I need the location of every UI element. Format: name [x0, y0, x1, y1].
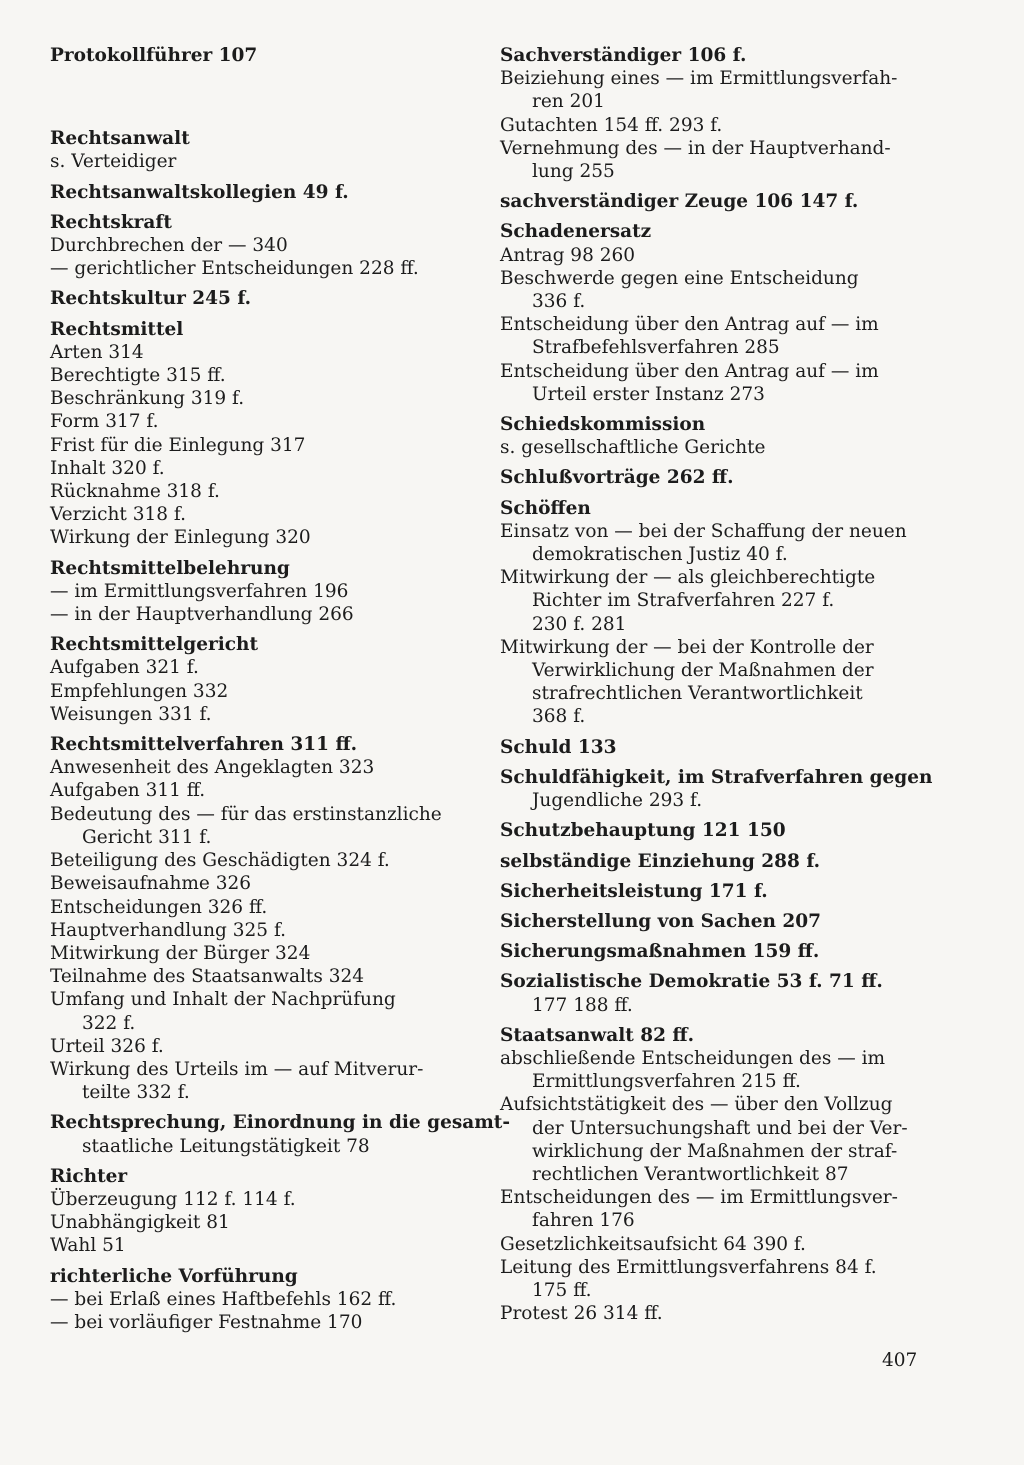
index-subentry: Entscheidung über den Antrag auf — im: [500, 314, 879, 336]
index-heading: Schadenersatz: [500, 221, 652, 243]
index-continuation: 336 f.: [532, 291, 586, 313]
index-continuation: Richter im Strafverfahren 227 f.: [532, 590, 835, 612]
index-heading: Sozialistische Demokratie 53 f. 71 ff.: [500, 971, 883, 993]
index-subentry: Verzicht 318 f.: [50, 504, 186, 526]
index-continuation: Gericht 311 f.: [82, 826, 212, 848]
index-subentry: s. gesellschaftliche Gerichte: [500, 437, 766, 459]
index-heading: Rechtskultur 245 f.: [50, 288, 252, 310]
index-heading: Rechtsmittel: [50, 318, 184, 340]
index-continuation: 322 f.: [82, 1012, 136, 1034]
index-heading: Schutzbehauptung 121 150: [500, 820, 786, 842]
index-continuation: wirklichung der Maßnahmen der straf-: [532, 1140, 898, 1162]
index-continuation: Strafbefehlsverfahren 285: [532, 337, 780, 359]
index-subentry: — bei vorläufiger Festnahme 170: [50, 1311, 363, 1333]
index-continuation: demokratischen Justiz 40 f.: [532, 544, 788, 566]
index-subentry: Urteil 326 f.: [50, 1035, 164, 1057]
index-heading: Rechtskraft: [50, 211, 172, 233]
index-subentry: Beschränkung 319 f.: [50, 388, 245, 410]
index-subentry: s. Verteidiger: [50, 151, 177, 173]
index-subentry: Empfehlungen 332: [50, 680, 229, 702]
index-subentry: Umfang und Inhalt der Nachprüfung: [50, 989, 396, 1011]
index-continuation: 368 f.: [532, 706, 586, 728]
index-subentry: Aufsichtstätigkeit des — über den Vollzug: [500, 1094, 893, 1116]
index-continuation: Urteil erster Instanz 273: [532, 383, 765, 405]
index-heading: Schiedskommission: [500, 414, 706, 436]
index-heading: Schlußvorträge 262 ff.: [500, 467, 734, 489]
index-subentry: Aufgaben 311 ff.: [50, 780, 206, 802]
index-continuation: lung 255: [532, 161, 615, 183]
index-subentry: Wirkung des Urteils im — auf Mitverur-: [50, 1058, 424, 1080]
index-subentry: Mitwirkung der — bei der Kontrolle der: [500, 636, 874, 658]
index-heading: sachverständiger Zeuge 106 147 f.: [500, 191, 859, 213]
index-subentry: Arten 314: [50, 341, 144, 363]
index-subentry: Leitung des Ermittlungsverfahrens 84 f.: [500, 1256, 877, 1278]
index-continuation: fahren 176: [532, 1210, 635, 1232]
index-subentry: Einsatz von — bei der Schaffung der neuen: [500, 520, 907, 542]
index-subentry: Entscheidungen des — im Ermittlungsver-: [500, 1187, 898, 1209]
index-heading: Rechtsmittelgericht: [50, 634, 259, 656]
index-subentry: Inhalt 320 f.: [50, 457, 165, 479]
index-continuation: 175 ff.: [532, 1279, 592, 1301]
index-heading: richterliche Vorführung: [50, 1265, 298, 1287]
index-subentry: Gesetzlichkeitsaufsicht 64 390 f.: [500, 1233, 806, 1255]
index-subentry: Gutachten 154 ff. 293 f.: [500, 114, 723, 136]
index-subentry: Form 317 f.: [50, 411, 159, 433]
index-heading: Schuldfähigkeit, im Strafverfahren gegen: [500, 766, 933, 788]
index-subentry: Hauptverhandlung 325 f.: [50, 919, 287, 941]
index-continuation: ren 201: [532, 91, 605, 113]
index-continuation: staatliche Leitungstätigkeit 78: [82, 1135, 370, 1157]
index-heading: Sicherheitsleistung 171 f.: [500, 880, 768, 902]
index-subentry: Wirkung der Einlegung 320: [50, 527, 311, 549]
index-subentry: Teilnahme des Staatsanwalts 324: [50, 966, 365, 988]
index-continuation: 177 188 ff.: [532, 994, 633, 1016]
index-subentry: Aufgaben 321 f.: [50, 657, 199, 679]
index-subentry: — in der Hauptverhandlung 266: [50, 604, 354, 626]
index-continuation: Ermittlungsverfahren 215 ff.: [532, 1071, 801, 1093]
index-subentry: — im Ermittlungsverfahren 196: [50, 580, 349, 602]
index-subentry: Entscheidungen 326 ff.: [50, 896, 268, 918]
index-subentry: Beweisaufnahme 326: [50, 873, 252, 895]
index-continuation: der Untersuchungshaft und bei der Ver-: [532, 1117, 908, 1139]
index-subentry: Wahl 51: [50, 1235, 126, 1257]
index-subentry: Beiziehung eines — im Ermittlungsverfah-: [500, 68, 898, 90]
index-subentry: Mitwirkung der Bürger 324: [50, 942, 311, 964]
index-subentry: Anwesenheit des Angeklagten 323: [50, 757, 375, 779]
index-heading: Staatsanwalt 82 ff.: [500, 1024, 695, 1046]
index-heading: Rechtsanwaltskollegien 49 f.: [50, 181, 349, 203]
index-heading: Rechtsmittelbelehrung: [50, 557, 290, 579]
index-continuation: teilte 332 f.: [82, 1082, 190, 1104]
index-continuation: 230 f. 281: [532, 613, 627, 635]
index-heading: Schöffen: [500, 497, 591, 519]
index-heading: Rechtsmittelverfahren 311 ff.: [50, 734, 358, 756]
index-heading: Schuld 133: [500, 736, 617, 758]
index-continuation: rechtlichen Verantwortlichkeit 87: [532, 1163, 849, 1185]
index-continuation: Verwirklichung der Maßnahmen der: [532, 660, 874, 682]
index-subentry: — bei Erlaß eines Haftbefehls 162 ff.: [50, 1288, 397, 1310]
index-subentry: Frist für die Einlegung 317: [50, 434, 306, 456]
index-heading: Sachverständiger 106 f.: [500, 45, 747, 66]
index-heading: selbständige Einziehung 288 f.: [500, 850, 821, 872]
index-subentry: Antrag 98 260: [500, 244, 636, 266]
index-subentry: Beteiligung des Geschädigten 324 f.: [50, 850, 390, 872]
index-continuation: Jugendliche 293 f.: [532, 790, 703, 812]
index-heading: Rechtsprechung, Einordnung in die gesamt-: [50, 1112, 511, 1134]
index-subentry: Unabhängigkeit 81: [50, 1212, 230, 1234]
index-subentry: Beschwerde gegen eine Entscheidung: [500, 267, 859, 289]
index-subentry: Mitwirkung der — als gleichberechtigte: [500, 567, 876, 589]
page-number: 407: [882, 1350, 918, 1371]
index-heading: Sicherstellung von Sachen 207: [500, 910, 822, 932]
index-subentry: Berechtigte 315 ff.: [50, 365, 226, 387]
index-subentry: — gerichtlicher Entscheidungen 228 ff.: [50, 258, 419, 280]
index-continuation: strafrechtlichen Verantwortlichkeit: [532, 683, 863, 705]
index-subentry: Überzeugung 112 f. 114 f.: [50, 1188, 296, 1210]
index-heading: Sicherungsmaßnahmen 159 ff.: [500, 941, 820, 963]
index-heading: Richter: [50, 1165, 128, 1187]
index-column-right: [500, 44, 940, 1325]
index-subentry: Bedeutung des — für das erstinstanzliche: [50, 803, 442, 825]
index-subentry: Vernehmung des — in der Hauptverhand-: [500, 137, 891, 159]
index-heading: Protokollführer 107: [50, 45, 258, 66]
index-subentry: Entscheidung über den Antrag auf — im: [500, 360, 879, 382]
index-subentry: Protest 26 314 ff.: [500, 1303, 663, 1325]
index-column-left: [50, 44, 511, 1334]
index-subentry: Durchbrechen der — 340: [50, 235, 288, 257]
index-heading: Rechtsanwalt: [50, 128, 190, 150]
index-subentry: Weisungen 331 f.: [50, 703, 212, 725]
index-subentry: abschließende Entscheidungen des — im: [500, 1047, 886, 1069]
index-subentry: Rücknahme 318 f.: [50, 481, 220, 503]
